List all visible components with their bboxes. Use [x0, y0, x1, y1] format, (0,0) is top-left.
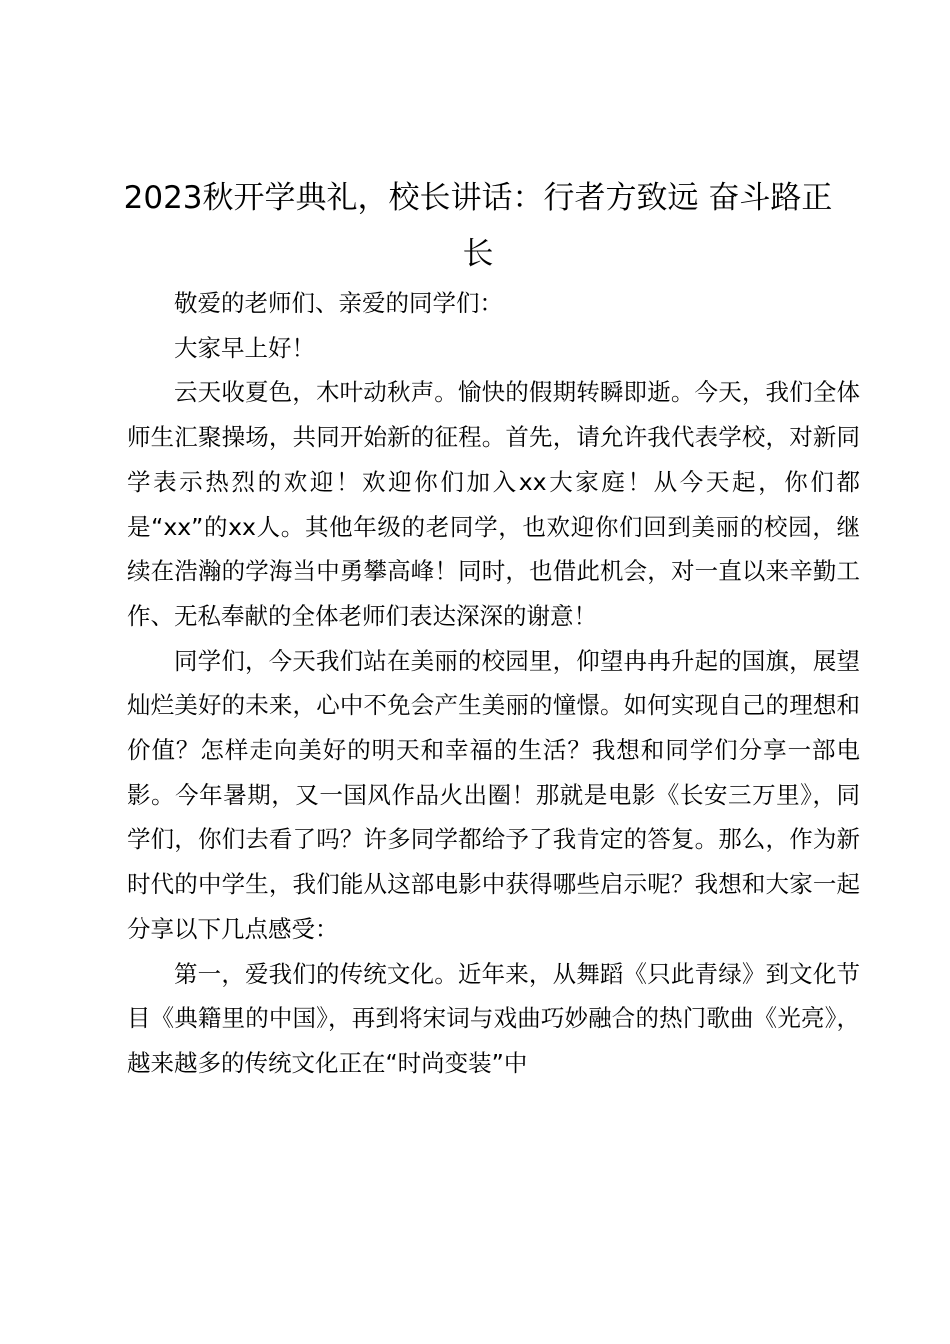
paragraph: 云天收夏色，木叶动秋声。愉快的假期转瞬即逝。今天，我们全体师生汇聚操场，共同开始新的征程。首先，请允许我代表学校，对新同学表示热烈的欢迎！欢迎你们加入xx大家庭！从今天起，你们都是“xx”的xx人。其他年级的老同学，也欢迎你们回到美丽的校园，继续在浩瀚的学海当中勇攀高峰！同时，也借此机会，对一直以来辛勤工作、无私奉献的全体老师们表达深深的谢意！ — [127, 378, 860, 630]
paragraph: 同学们，今天我们站在美丽的校园里，仰望冉冉升起的国旗，展望灿烂美好的未来，心中不免会产生美丽的憧憬。如何实现自己的理想和价值？怎样走向美好的明天和幸福的生活？我想和同学们分享一部电影。今年暑期，又一国风作品火出圈！那就是电影《长安三万里》，同学们，你们去看了吗？许多同学都给予了我肯定的答复。那么，作为新时代的中学生，我们能从这部电影中获得哪些启示呢？我想和大家一起分享以下几点感受： — [127, 646, 860, 943]
greeting: 大家早上好！ — [174, 333, 315, 362]
document-title: 2023秋开学典礼，校长讲话：行者方致远 奋斗路正长 — [123, 180, 833, 272]
paragraph: 第一，爱我们的传统文化。近年来，从舞蹈《只此青绿》到文化节目《典籍里的中国》，再到将宋词与戏曲巧妙融合的热门歌曲《光亮》，越来越多的传统文化正在“时尚变装”中 — [127, 959, 860, 1077]
document-body — [127, 281, 860, 1086]
salutation: 敬爱的老师们、亲爱的同学们： — [174, 289, 503, 317]
